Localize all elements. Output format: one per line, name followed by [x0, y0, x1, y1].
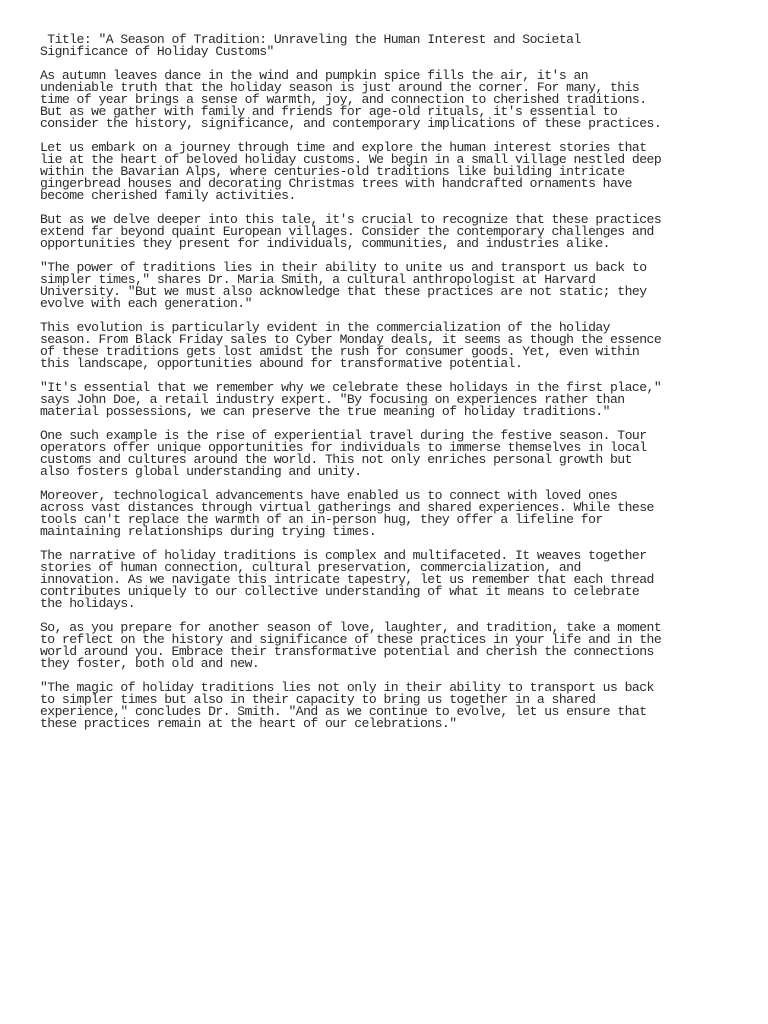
text-line: "The magic of holiday traditions lies not only in their ability to transport us back: [40, 680, 654, 695]
text-line: material possessions, we can preserve the true meaning of holiday traditions.": [40, 404, 610, 419]
text-line: of these traditions gets lost amidst the rush for consumer goods. Yet, even within: [40, 344, 640, 359]
text-line: simpler times," shares Dr. Maria Smith, a cultural anthropologist at Harvard: [40, 272, 596, 287]
text-line: customs and cultures around the world. This not only enriches personal growth but: [40, 452, 632, 467]
text-line: contributes uniquely to our collective understanding of what it means to celebrate: [40, 584, 640, 599]
text-line: this landscape, opportunities abound for transformative potential.: [40, 356, 523, 371]
text-line: also fosters global understanding and unity.: [40, 464, 362, 479]
text-line: within the Bavarian Alps, where centuries-old traditions like building intricate: [40, 164, 625, 179]
paragraph-1: [40, 70, 740, 130]
text-line: But as we gather with family and friends for age-old rituals, it's essential to: [40, 104, 618, 119]
text-line: One such example is the rise of experiential travel during the festive season. Tour: [40, 428, 647, 443]
text-line: tools can't replace the warmth of an in-person hug, they offer a lifeline for: [40, 512, 603, 527]
text-line: gingerbread houses and decorating Christmas trees with handcrafted ornaments have: [40, 176, 632, 191]
text-line: But as we delve deeper into this tale, it's crucial to recognize that these practices: [40, 212, 662, 227]
text-line: experience," concludes Dr. Smith. "And as we continue to evolve, let us ensure that: [40, 704, 647, 719]
paragraph-7: [40, 430, 740, 478]
text-line: says John Doe, a retail industry expert. "By focusing on experiences rather than: [40, 392, 625, 407]
text-line: the holidays.: [40, 596, 135, 611]
paragraph-8: [40, 490, 740, 538]
text-line: world around you. Embrace their transformative potential and cherish the connections: [40, 644, 654, 659]
text-line: "It's essential that we remember why we celebrate these holidays in the first place,": [40, 380, 662, 395]
text-line: opportunities they present for individuals, communities, and industries alike.: [40, 236, 610, 251]
text-line: undeniable truth that the holiday season is just around the corner. For many, this: [40, 80, 640, 95]
text-line: operators offer unique opportunities for individuals to immerse themselves in local: [40, 440, 647, 455]
text-line: stories of human connection, cultural preservation, commercialization, and: [40, 560, 581, 575]
text-line: across vast distances through virtual gatherings and shared experiences. While these: [40, 500, 654, 515]
text-line: lie at the heart of beloved holiday customs. We begin in a small village nestled deep: [40, 152, 662, 167]
paragraph-4: [40, 262, 740, 310]
document-page: [40, 34, 740, 742]
text-line: As autumn leaves dance in the wind and pumpkin spice fills the air, it's an: [40, 68, 589, 83]
text-line: University. "But we must also acknowledge that these practices are not static; they: [40, 284, 647, 299]
text-line: Moreover, technological advancements have enabled us to connect with loved ones: [40, 488, 618, 503]
text-line: extend far beyond quaint European villages. Consider the contemporary challenges and: [40, 224, 654, 239]
paragraph-2: [40, 142, 740, 202]
paragraph-3: [40, 214, 740, 250]
paragraph-10: [40, 622, 740, 670]
text-line: to reflect on the history and significance of these practices in your life and in the: [40, 632, 662, 647]
paragraph-11: [40, 682, 740, 730]
text-line: Let us embark on a journey through time and explore the human interest stories that: [40, 140, 647, 155]
text-line: innovation. As we navigate this intricate tapestry, let us remember that each thread: [40, 572, 654, 587]
text-line: maintaining relationships during trying times.: [40, 524, 377, 539]
document-title: [40, 34, 740, 58]
document-body: [40, 70, 740, 730]
text-line: season. From Black Friday sales to Cyber Monday deals, it seems as though the essence: [40, 332, 662, 347]
text-line: So, as you prepare for another season of love, laughter, and tradition, take a moment: [40, 620, 662, 635]
text-line: become cherished family activities.: [40, 188, 296, 203]
text-line: they foster, both old and new.: [40, 656, 260, 671]
paragraph-6: [40, 382, 740, 418]
paragraph-9: [40, 550, 740, 610]
text-line: these practices remain at the heart of our celebrations.": [40, 716, 457, 731]
text-line: "The power of traditions lies in their ability to unite us and transport us back to: [40, 260, 647, 275]
paragraph-5: [40, 322, 740, 370]
text-line: The narrative of holiday traditions is complex and multifaceted. It weaves together: [40, 548, 647, 563]
text-line: evolve with each generation.": [40, 296, 252, 311]
title-line: Significance of Holiday Customs": [40, 44, 274, 59]
text-line: time of year brings a sense of warmth, joy, and connection to cherished traditions.: [40, 92, 647, 107]
text-line: consider the history, significance, and contemporary implications of these practices.: [40, 116, 662, 131]
text-line: to simpler times but also in their capacity to bring us together in a shared: [40, 692, 596, 707]
text-line: This evolution is particularly evident in the commercialization of the holiday: [40, 320, 610, 335]
title-line: Title: "A Season of Tradition: Unraveling the Human Interest and Societal: [40, 32, 581, 47]
